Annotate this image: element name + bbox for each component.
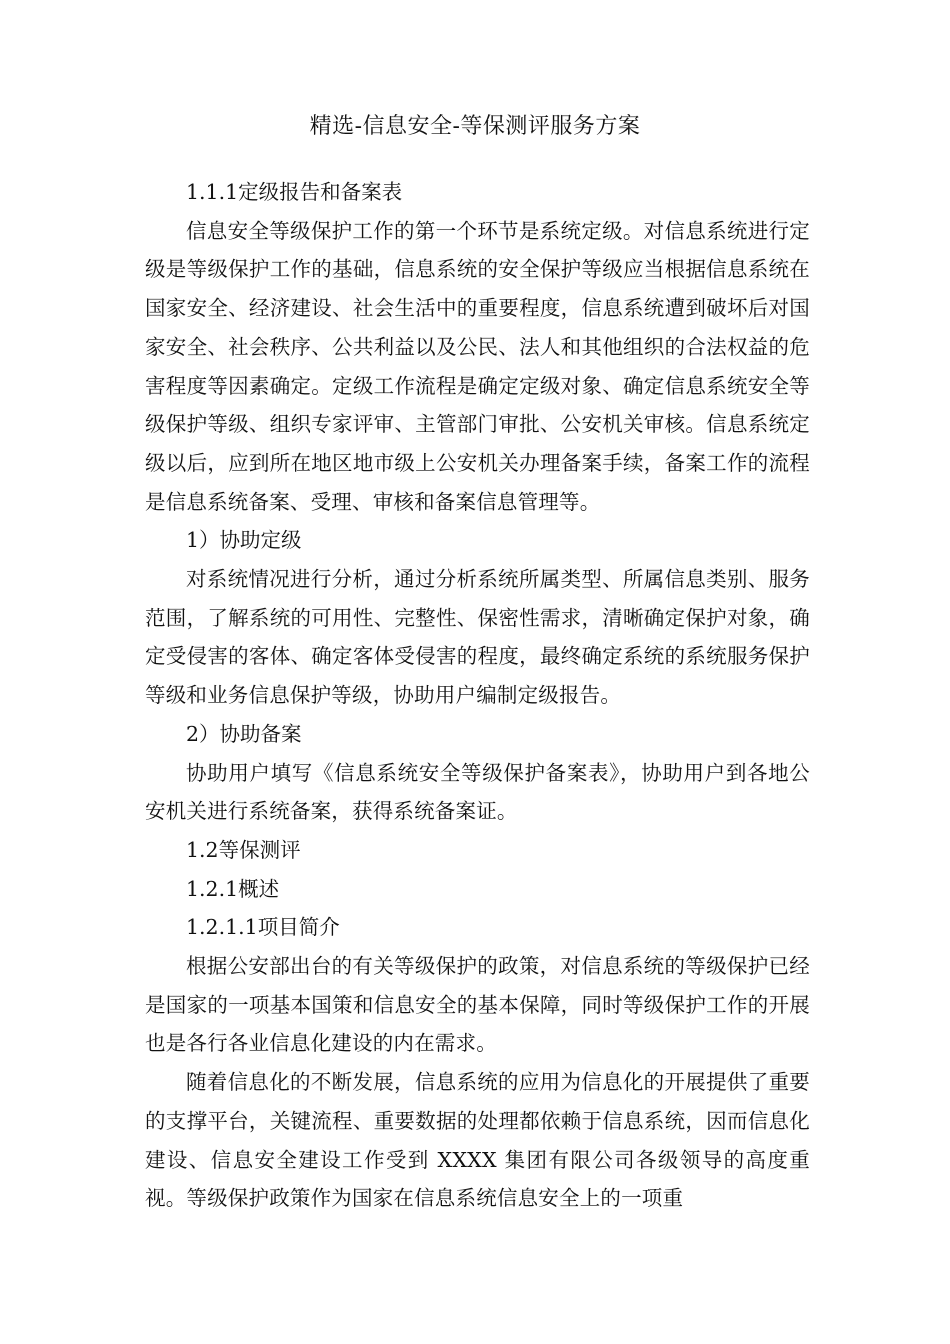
document-body: [145, 173, 810, 1218]
section-heading: 1）协助定级: [186, 528, 302, 553]
paragraph: 对系统情况进行分析，通过分析系统所属类型、所属信息类别、服务范围，了解系统的可用性、完整性、保密性需求，清晰确定保护对象，确定受侵害的客体、确定客体受侵害的程度，最终确定系统的系统服务保护等级和业务信息保护等级，协助用户编制定级报告。: [145, 567, 810, 708]
paragraph: 协助用户填写《信息系统安全等级保护备案表》，协助用户到各地公安机关进行系统备案，获得系统备案证。: [145, 760, 810, 824]
section-heading: 2）协助备案: [186, 721, 302, 746]
paragraph: 随着信息化的不断发展，信息系统的应用为信息化的开展提供了重要的支撑平台，关键流程、重要数据的处理都依赖于信息系统，因而信息化建设、信息安全建设工作受到 XXXX 集团有限公司各级领导的高度重视。等级保护政策作为国家在信息系统信息安全上的一项重: [145, 1070, 810, 1211]
section-heading: 1.2.1概述: [186, 876, 280, 901]
section-heading: 1.1.1定级报告和备案表: [186, 180, 403, 204]
section-heading: 1.2等保测评: [186, 837, 301, 862]
paragraph: 根据公安部出台的有关等级保护的政策，对信息系统的等级保护已经是国家的一项基本国策和信息安全的基本保障，同时等级保护工作的开展也是各行各业信息化建设的内在需求。: [145, 954, 810, 1056]
paragraph: 信息安全等级保护工作的第一个环节是系统定级。对信息系统进行定级是等级保护工作的基础，信息系统的安全保护等级应当根据信息系统在国家安全、经济建设、社会生活中的重要程度，信息系统遭到破坏后对国家安全、社会秩序、公共利益以及公民、法人和其他组织的合法权益的危害程度等因素确定。定级工作流程是确定定级对象、确定信息系统安全等级保护等级、组织专家评审、主管部门审批、公安机关审核。信息系统定级以后，应到所在地区地市级上公安机关办理备案手续，备案工作的流程是信息系统备案、受理、审核和备案信息管理等。: [145, 218, 810, 514]
document-title: 精选-信息安全-等保测评服务方案: [309, 114, 641, 139]
section-heading: 1.2.1.1项目简介: [186, 915, 340, 940]
